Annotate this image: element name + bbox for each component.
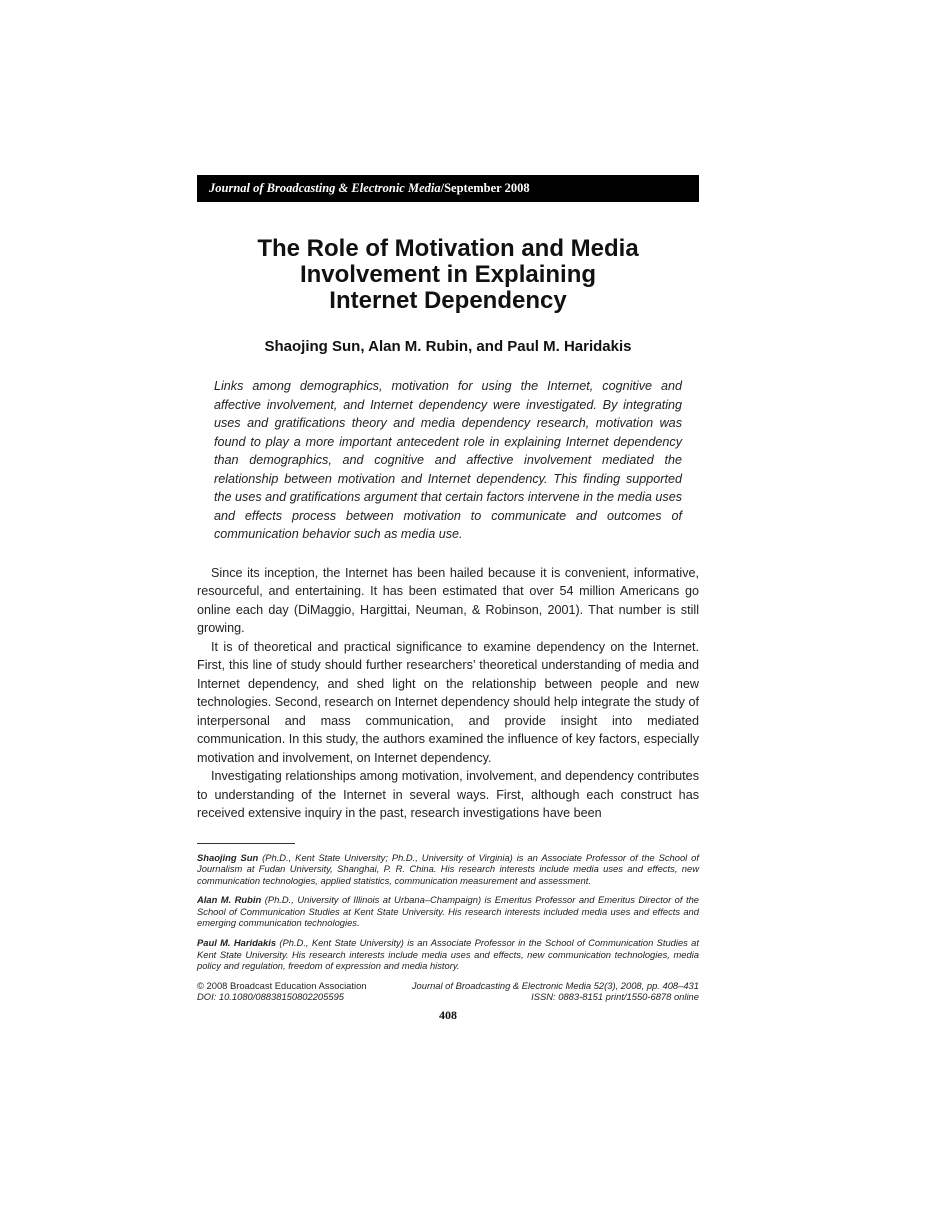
title-line: The Role of Motivation and Media: [257, 235, 639, 262]
publication-imprint: [197, 980, 699, 1003]
body-paragraph: Investigating relationships among motivation, involvement, and dependency contributes to understanding of the Internet in several ways. First, although each construct has received extensive inquiry in the past, research investigations have been: [197, 769, 699, 820]
footnote-author-bio: (Ph.D., University of Illinois at Urbana–Champaign) is Emeritus Professor and Emeritus Director of the School of Communication Studies at Kent State University. His research interests included media uses and effects and emerging communication technologies.: [197, 894, 700, 929]
author-footnote: [197, 852, 699, 887]
doi-line: [197, 991, 367, 1003]
doi-text: DOI: 10.1080/08838150802205595: [197, 991, 345, 1003]
journal-issue: /September 2008: [440, 181, 530, 195]
imprint-left: [197, 980, 367, 1003]
title-line: Involvement in Explaining: [299, 261, 597, 288]
body-paragraph: Since its inception, the Internet has been hailed because it is convenient, informative, resourceful, and entertaining. It has been estimated that over 54 million Americans go online each day (DiMaggio, Hargittai, Neuman, & Robinson, 2001). That number is still growing.: [197, 565, 699, 635]
article-body: [197, 564, 699, 823]
author-footnote: [197, 937, 699, 972]
footnote-author-bio: (Ph.D., Kent State University; Ph.D., University of Virginia) is an Associate Professor of the School of Journalism at Fudan University, Shanghai, P. R. China. His research interests include media uses and effects, new communication technologies, applied statistics, communication measurement and assessment.: [197, 851, 699, 886]
footnote-author-bio: (Ph.D., Kent State University) is an Associate Professor in the School of Communication Studies at Kent State University. His research interests include media uses and effects, new communication technologies, media policy and regulation, freedom of expression and media history.: [197, 937, 699, 972]
footnote-author-name: Alan M. Rubin: [197, 894, 262, 906]
page-number: 408: [439, 1008, 457, 1023]
body-paragraph: It is of theoretical and practical significance to examine dependency on the Internet. First, this line of study should further researchers’ theoretical understanding of media and Internet dependency, and shed light on the relationship between people and new technologies. Second, research on Internet dependency should help integrate the study of interpersonal and mass communication, and provide insight into mediated communication. In this study, the authors examined the influence of key factors, especially motivation and involvement, on Internet dependency.: [197, 639, 699, 765]
footnote-divider: [197, 843, 295, 844]
author-footnotes: [197, 852, 699, 972]
footnote-author-name: Shaojing Sun: [197, 851, 259, 863]
author-footnote: [197, 894, 699, 929]
journal-name: Journal of Broadcasting & Electronic Media: [209, 181, 441, 195]
article-page: [197, 175, 699, 1023]
article-title: [197, 236, 699, 314]
copyright-line: © 2008 Broadcast Education Association: [197, 979, 367, 991]
title-line: Internet Dependency: [329, 287, 567, 314]
citation-line: Journal of Broadcasting & Electronic Media 52(3), 2008, pp. 408–431: [411, 979, 699, 991]
footnote-author-name: Paul M. Haridakis: [197, 937, 277, 949]
imprint-right: [412, 980, 699, 1003]
article-authors: Shaojing Sun, Alan M. Rubin, and Paul M. Haridakis: [264, 338, 632, 355]
article-abstract: Links among demographics, motivation for using the Internet, cognitive and affective involvement, and Internet dependency were investigated. By integrating uses and gratifications theory and media dependency research, motivation was found to play a more important antecedent role in explaining Internet dependency than demographics, and cognitive and affective involvement mediated the relationship between motivation and Internet dependency. This finding supported the uses and gratifications argument that certain factors intervene in the media uses and effects process between motivation to communicate and outcomes of communication behavior such as media use.: [214, 379, 682, 541]
issn-line: ISSN: 0883-8151 print/1550-6878 online: [531, 991, 699, 1003]
journal-header-bar: [197, 175, 699, 202]
